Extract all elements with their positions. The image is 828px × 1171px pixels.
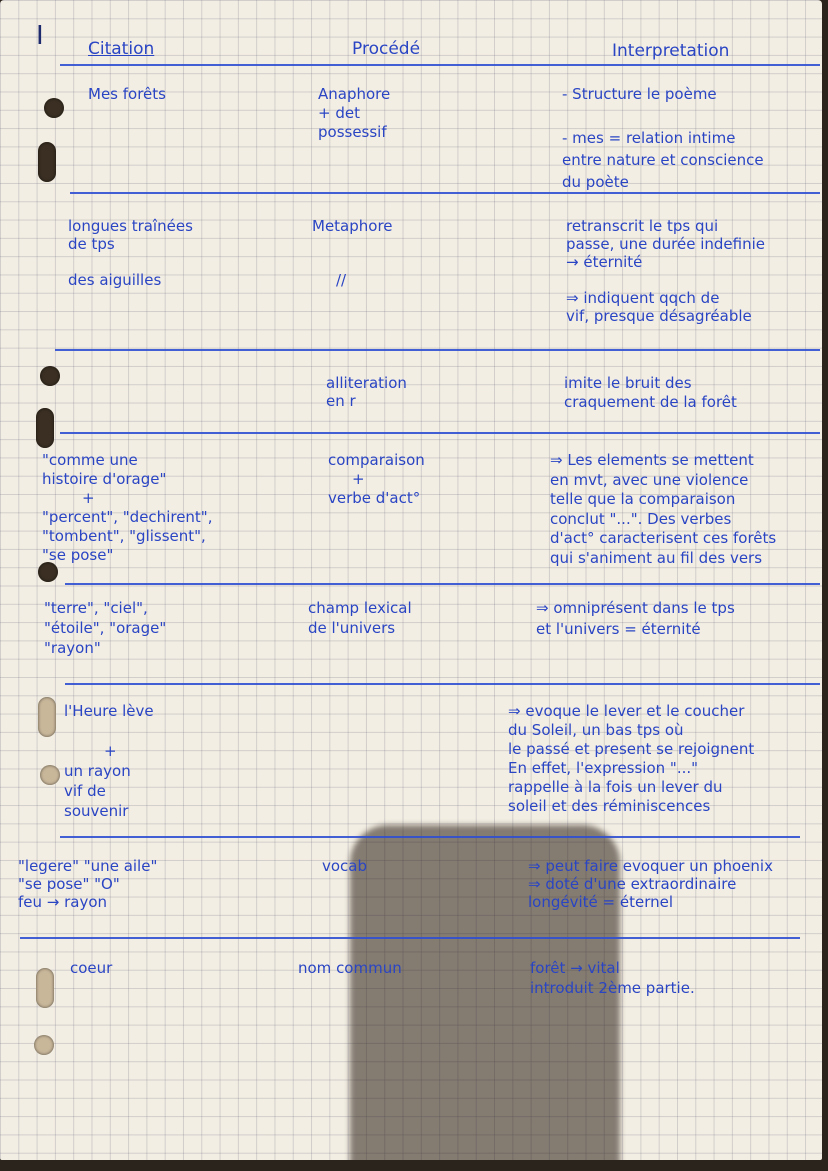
row-7-citation-line: "se pose" "O" — [18, 875, 120, 893]
row-2-interpretation-line: → éternité — [566, 253, 643, 271]
row-4-citation-line: "comme une — [42, 451, 138, 469]
row-6-citation-line: vif de — [64, 782, 106, 800]
row-7-citation-line: "legere" "une aile" — [18, 857, 158, 875]
row-8-procede-line: nom commun — [298, 959, 402, 977]
row-2-procede-line: Metaphore — [312, 217, 393, 235]
row-2-interpretation-line: vif, presque désagréable — [566, 307, 752, 325]
row-1-citation-line: Mes forêts — [88, 85, 166, 103]
row-separator — [65, 683, 820, 685]
header-citation: Citation — [88, 39, 155, 59]
row-1-procede-line: + det — [318, 104, 360, 122]
row-5-interpretation-line: et l'univers = éternité — [536, 620, 701, 638]
row-5-citation-line: "rayon" — [44, 639, 101, 657]
punch-hole — [38, 562, 58, 582]
row-2-citation-line: longues traînées — [68, 217, 193, 235]
row-3-procede-line: en r — [326, 392, 356, 410]
punch-hole — [40, 366, 60, 386]
row-4-procede-line: + — [352, 470, 365, 488]
row-4-interpretation-line: qui s'animent au fil des vers — [550, 548, 763, 567]
row-6-interpretation-line: ⇒ evoque le lever et le coucher — [508, 702, 745, 720]
row-separator — [60, 836, 800, 838]
row-7-interpretation-line: ⇒ peut faire evoquer un phoenix — [528, 857, 773, 875]
row-2-procede-line: // — [336, 271, 347, 289]
row-6-citation-line: + — [104, 742, 117, 760]
punch-hole — [38, 697, 56, 737]
row-3-interpretation-line: imite le bruit des — [564, 374, 692, 392]
punch-hole — [36, 408, 54, 448]
row-4-interpretation-line: telle que la comparaison — [550, 490, 736, 508]
row-2-interpretation-line: passe, une durée indefinie — [566, 235, 765, 253]
row-6-interpretation-line: rappelle à la fois un lever du — [508, 778, 723, 796]
row-1-interpretation-line: - mes = relation intime — [562, 129, 736, 147]
punch-hole — [34, 1035, 54, 1055]
row-8-interpretation-line: forêt → vital — [530, 959, 620, 977]
row-8-citation-line: coeur — [70, 959, 113, 977]
row-6-interpretation-line: En effet, l'expression "..." — [508, 759, 699, 777]
header-underline — [60, 64, 820, 66]
row-1-interpretation-line: entre nature et conscience — [562, 151, 764, 169]
row-1-interpretation-line: - Structure le poème — [562, 85, 717, 103]
row-4-procede-line: verbe d'act° — [328, 489, 421, 507]
row-4-interpretation-line: ⇒ Les elements se mettent — [550, 451, 754, 469]
row-6-interpretation-line: du Soleil, un bas tps où — [508, 721, 684, 739]
row-separator — [65, 583, 820, 585]
row-2-interpretation-line: retranscrit le tps qui — [566, 217, 719, 235]
row-1-interpretation-line: du poète — [562, 173, 629, 191]
section-mark: I — [36, 21, 44, 51]
row-7-procede-line: vocab — [322, 857, 368, 875]
row-5-procede-line: de l'univers — [308, 619, 396, 637]
row-1-procede-line: possessif — [318, 123, 387, 141]
row-2-citation-line: des aiguilles — [68, 271, 162, 289]
row-5-citation-line: "étoile", "orage" — [44, 619, 167, 637]
row-4-citation-line: + — [82, 489, 95, 507]
row-separator — [20, 937, 800, 939]
row-3-interpretation-line: craquement de la forêt — [564, 393, 737, 411]
punch-hole — [38, 142, 56, 182]
row-separator — [70, 192, 820, 194]
row-4-citation-line: "se pose" — [42, 546, 114, 564]
row-1-procede-line: Anaphore — [318, 85, 391, 103]
row-4-citation-line: histoire d'orage" — [42, 470, 167, 488]
row-7-citation-line: feu → rayon — [18, 893, 108, 911]
row-4-citation-line: "percent", "dechirent", — [42, 508, 213, 526]
row-4-interpretation-line: en mvt, avec une violence — [550, 470, 749, 489]
row-4-citation-line: "tombent", "glissent", — [42, 527, 206, 545]
punch-hole — [40, 765, 60, 785]
row-2-citation-line: de tps — [68, 235, 115, 253]
row-6-interpretation-line: soleil et des réminiscences — [508, 797, 711, 815]
row-5-interpretation-line: ⇒ omniprésent dans le tps — [536, 599, 735, 617]
row-6-citation-line: souvenir — [64, 802, 129, 820]
row-2-interpretation-line: ⇒ indiquent qqch de — [566, 289, 720, 307]
row-7-interpretation-line: longévité = éternel — [528, 893, 674, 911]
row-6-citation-line: l'Heure lève — [64, 702, 154, 720]
row-4-procede-line: comparaison — [328, 451, 425, 469]
row-5-procede-line: champ lexical — [308, 599, 412, 617]
punch-hole — [36, 968, 54, 1008]
header-interpretation: Interpretation — [612, 41, 730, 61]
row-7-interpretation-line: ⇒ doté d'une extraordinaire — [528, 875, 737, 893]
row-separator — [60, 432, 820, 434]
row-8-interpretation-line: introduit 2ème partie. — [530, 979, 695, 997]
punch-hole — [44, 98, 64, 118]
row-6-citation-line: un rayon — [64, 762, 131, 780]
row-3-procede-line: alliteration — [326, 374, 407, 392]
row-4-interpretation-line: d'act° caracterisent ces forêts — [550, 529, 777, 547]
row-separator — [55, 349, 820, 351]
row-6-interpretation-line: le passé et present se rejoignent — [508, 740, 755, 758]
header-procede: Procédé — [352, 39, 421, 59]
row-4-interpretation-line: conclut "...". Des verbes — [550, 509, 732, 528]
row-5-citation-line: "terre", "ciel", — [44, 599, 148, 617]
